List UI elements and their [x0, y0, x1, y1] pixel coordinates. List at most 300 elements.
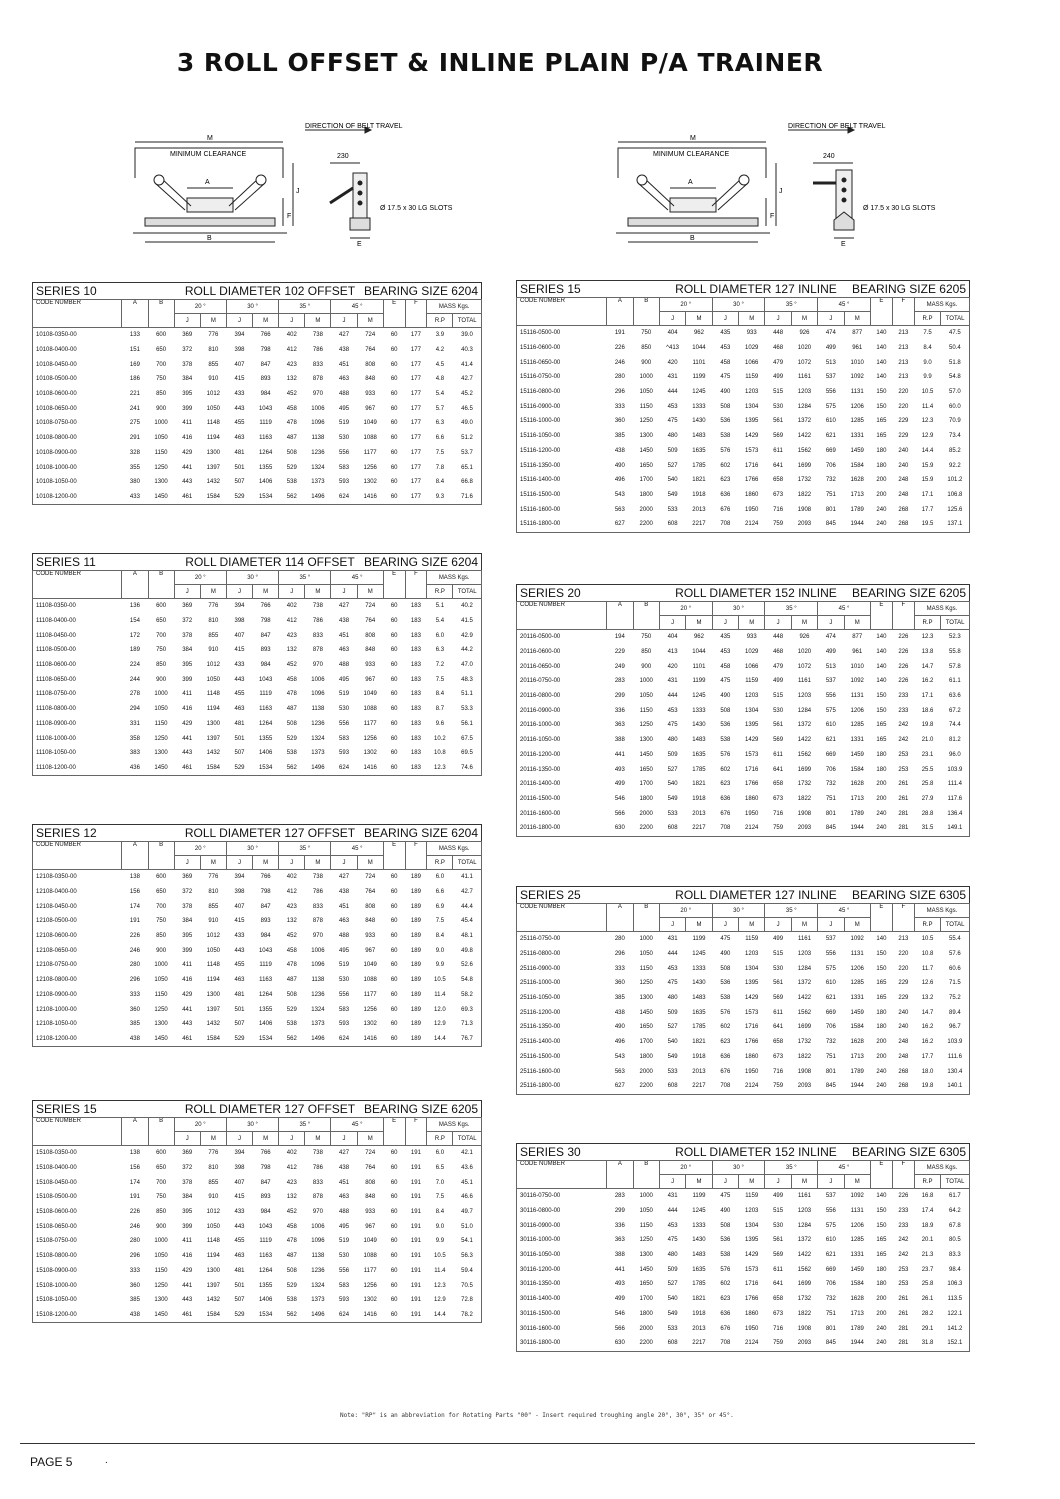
table-row — [33, 914, 482, 929]
table-cell: 984 — [260, 1209, 271, 1216]
table-cell: 220 — [898, 403, 909, 410]
table-cell: 602 — [720, 1024, 731, 1031]
table-cell: 41.5 — [453, 614, 482, 629]
table-cell: 429 — [182, 1267, 193, 1274]
table-row — [33, 687, 482, 702]
series-table — [32, 824, 482, 1047]
table-cell: 416 — [182, 706, 193, 713]
table-row — [33, 1190, 482, 1205]
table-cell: 60 — [390, 1194, 398, 1201]
col-header-j: J — [818, 918, 844, 932]
table-cell: 15.9 — [921, 477, 934, 484]
table-cell: 427 — [339, 1150, 350, 1157]
table-cell: 177 — [410, 435, 421, 442]
table-cell: 530 — [773, 965, 784, 972]
table-cell: 398 — [234, 347, 245, 354]
table-cell: 475 — [667, 980, 678, 987]
col-header-j: J — [712, 918, 738, 932]
table-cell: 481 — [234, 1267, 245, 1274]
table-cell: 1250 — [639, 980, 653, 987]
table-cell: 1333 — [692, 965, 706, 972]
code-number-cell: 12108-0500-00 — [33, 914, 122, 929]
table-row — [517, 444, 970, 459]
table-cell: 967 — [365, 676, 376, 683]
table-cell: 1050 — [639, 1208, 653, 1215]
table-cell: 226 — [898, 663, 909, 670]
table-cell: 1150 — [154, 991, 168, 998]
table-cell: 412 — [286, 618, 297, 625]
table-cell: 533 — [667, 810, 678, 817]
table-cell: 369 — [182, 874, 193, 881]
table-cell: 1236 — [311, 991, 325, 998]
table-cell: 455 — [234, 691, 245, 698]
f-label: F — [287, 213, 292, 220]
table-cell: 433 — [234, 662, 245, 669]
table-cell: 546 — [614, 1310, 625, 1317]
table-cell: 786 — [312, 618, 323, 625]
table-cell: 1088 — [363, 435, 377, 442]
table-cell: 458 — [286, 676, 297, 683]
table-cell: 1194 — [206, 1253, 220, 1260]
table-row — [33, 885, 482, 900]
table-cell: 1650 — [639, 1024, 653, 1031]
table-cell: 45.2 — [453, 387, 482, 402]
table-cell: 611 — [773, 447, 783, 454]
table-cell: 12.9 — [921, 433, 934, 440]
table-cell: 411 — [182, 420, 192, 427]
footnote: Note: "RP" is an abbreviation for Rotating Parts "00" - Insert required troughing angle 20°, 30°, 35° or 45°. — [340, 1412, 734, 1419]
col-header-m: M — [844, 312, 870, 326]
table-row — [33, 973, 482, 988]
table-cell: 103.9 — [941, 762, 970, 777]
table-cell: 1012 — [206, 1209, 221, 1216]
table-cell: 189 — [410, 933, 421, 940]
table-cell: 240 — [898, 1024, 909, 1031]
table-cell: 877 — [852, 634, 863, 641]
table-cell: 480 — [667, 433, 678, 440]
table-cell: 7.5 — [923, 330, 932, 337]
table-cell: 1821 — [692, 1296, 706, 1303]
table-cell: 42.7 — [453, 372, 482, 387]
table-row — [517, 414, 970, 429]
table-cell: 42.7 — [453, 885, 482, 900]
table-cell: 810 — [208, 618, 219, 625]
table-cell: 1416 — [357, 761, 383, 776]
table-cell: 180 — [876, 751, 887, 758]
table-cell: 1821 — [692, 477, 706, 484]
table-cell: 140 — [876, 678, 887, 685]
table-cell: 488 — [339, 662, 350, 669]
table-cell: 1138 — [311, 1253, 325, 1260]
table-cell: 1918 — [692, 491, 706, 498]
col-header-j: J — [712, 312, 738, 326]
table-cell: 56.1 — [453, 717, 482, 732]
table-cell: 1284 — [797, 707, 812, 714]
col-header-j: J — [226, 1132, 252, 1146]
table-cell: 732 — [825, 477, 836, 484]
table-cell: 378 — [182, 632, 193, 639]
table-cell: 2000 — [639, 506, 653, 513]
table-cell: 60 — [390, 449, 398, 456]
table-cell: 1800 — [639, 795, 653, 802]
table-cell: 926 — [799, 330, 810, 337]
table-cell: 848 — [365, 1194, 376, 1201]
table-cell: 508 — [286, 449, 297, 456]
table-cell: 378 — [182, 1179, 193, 1186]
table-cell: 1628 — [850, 781, 864, 788]
table-cell: 1908 — [797, 1068, 812, 1075]
table-cell: 7.5 — [435, 449, 445, 456]
col-header-angle: 20 ° — [174, 842, 226, 856]
table-cell: 650 — [156, 889, 167, 896]
table-cell: 4.2 — [435, 347, 445, 354]
table-cell: 475 — [720, 374, 731, 381]
table-cell: 798 — [260, 347, 271, 354]
table-cell: 140 — [876, 345, 887, 352]
table-cell: 140 — [876, 663, 887, 670]
table-row — [517, 370, 970, 385]
table-heading — [32, 282, 482, 299]
table-cell: 1029 — [745, 345, 759, 352]
table-cell: 415 — [234, 376, 245, 383]
table-cell: 60 — [390, 435, 398, 442]
table-row — [33, 357, 482, 372]
table-cell: 333 — [129, 991, 140, 998]
table-row — [517, 399, 970, 414]
table-cell: 133 — [129, 332, 140, 339]
table-cell: 716 — [773, 810, 784, 817]
table-cell: 561 — [773, 1237, 784, 1244]
col-header-b: B — [633, 904, 659, 932]
table-cell: 1459 — [850, 447, 864, 454]
table-cell: 1006 — [311, 676, 325, 683]
table-cell: 1496 — [305, 490, 331, 505]
table-cell: 847 — [260, 632, 271, 639]
table-cell: 611 — [773, 751, 783, 758]
series-label: SERIES 15 — [520, 282, 581, 296]
table-cell: 1304 — [745, 1222, 759, 1229]
table-cell: 150 — [876, 965, 887, 972]
table-cell: 621 — [825, 433, 836, 440]
table-cell: 6.6 — [435, 889, 445, 896]
table-cell: 1199 — [692, 936, 706, 943]
table-cell: 549 — [667, 1053, 678, 1060]
table-cell: 1397 — [206, 1006, 221, 1013]
table-cell: 847 — [260, 1179, 271, 1186]
col-header-angle: 45 ° — [331, 842, 383, 856]
col-header-j: J — [712, 1175, 738, 1189]
table-cell: 750 — [156, 918, 167, 925]
table-cell: 294 — [129, 706, 140, 713]
table-row — [517, 645, 970, 660]
table-row — [33, 943, 482, 958]
table-row — [33, 988, 482, 1003]
table-row — [517, 689, 970, 704]
table-cell: 280 — [129, 962, 140, 969]
table-cell: 900 — [641, 359, 652, 366]
table-cell: 5.1 — [435, 603, 445, 610]
col-header-m: M — [791, 918, 817, 932]
table-cell: 583 — [339, 1282, 350, 1289]
table-cell: 177 — [410, 391, 421, 398]
table-cell: 1700 — [639, 1039, 653, 1046]
table-cell: 569 — [773, 995, 784, 1002]
table-cell: 801 — [825, 1068, 836, 1075]
table-cell: 1050 — [206, 405, 221, 412]
table-cell: 716 — [773, 1325, 784, 1332]
table-cell: 2013 — [692, 506, 706, 513]
col-header-angle: 20 ° — [659, 602, 712, 616]
table-cell: 60 — [390, 1238, 398, 1245]
table-cell: 1006 — [311, 947, 325, 954]
table-cell: 416 — [182, 1253, 193, 1260]
table-cell: 847 — [260, 361, 271, 368]
table-cell: 708 — [712, 1079, 738, 1094]
table-cell: 200 — [876, 477, 887, 484]
table-cell: 1088 — [363, 977, 377, 984]
table-cell: 1302 — [363, 1021, 377, 1028]
table-cell: 191 — [129, 918, 140, 925]
table-cell: 490 — [720, 389, 731, 396]
col-header-b: B — [633, 602, 659, 630]
table-cell: 1264 — [258, 720, 273, 727]
table-cell: 180 — [876, 766, 887, 773]
table-cell: 11.4 — [921, 403, 934, 410]
table-cell: 527 — [667, 1024, 678, 1031]
table-cell: 261 — [898, 781, 909, 788]
table-cell: 600 — [156, 332, 167, 339]
table-cell: 961 — [852, 345, 863, 352]
table-cell: 556 — [825, 389, 836, 396]
table-cell: 360 — [129, 1282, 140, 1289]
table-row — [517, 932, 970, 947]
col-header-angle: 45 ° — [818, 904, 871, 918]
table-cell: 970 — [312, 391, 323, 398]
table-cell: 189 — [410, 903, 421, 910]
table-cell: 478 — [286, 1238, 297, 1245]
table-cell: 650 — [156, 1165, 167, 1172]
table-cell: 268 — [898, 1068, 909, 1075]
table-cell: 52.3 — [941, 630, 970, 645]
table-cell: 474 — [825, 634, 836, 641]
table-cell: 1050 — [639, 389, 653, 396]
table-cell: 499 — [773, 1193, 784, 1200]
table-cell: 220 — [898, 951, 909, 958]
table-cell: 429 — [182, 720, 193, 727]
table-cell: 495 — [339, 947, 350, 954]
series-label: SERIES 11 — [36, 555, 96, 569]
table-cell: 452 — [286, 391, 297, 398]
table-cell: 658 — [773, 1039, 784, 1046]
table-cell: 1713 — [850, 795, 864, 802]
col-header-j: J — [765, 312, 791, 326]
table-cell: 384 — [182, 1194, 193, 1201]
table-cell: 189 — [410, 1021, 421, 1028]
table-cell: 1245 — [692, 693, 706, 700]
table-cell: 6.6 — [435, 435, 445, 442]
table-cell: 2124 — [739, 517, 765, 532]
table-cell: 60 — [390, 361, 398, 368]
table-heading — [516, 886, 970, 903]
col-header-f: F — [405, 842, 427, 870]
table-cell: 125.6 — [941, 502, 970, 517]
table-cell: 1050 — [206, 1223, 221, 1230]
table-cell: 140.1 — [941, 1079, 970, 1094]
col-header-angle: 20 ° — [174, 1118, 226, 1132]
table-cell: 40.3 — [453, 343, 482, 358]
table-cell: 1331 — [850, 995, 864, 1002]
table-cell: 1821 — [692, 781, 706, 788]
table-cell: 60 — [390, 889, 398, 896]
table-cell: 431 — [667, 678, 678, 685]
table-cell: 12.9 — [434, 1021, 446, 1028]
table-cell: 810 — [208, 1165, 219, 1172]
table-cell: 610 — [825, 418, 836, 425]
code-number-cell: 11108-0500-00 — [33, 643, 122, 658]
table-cell: 1700 — [639, 781, 653, 788]
table-cell: 669 — [825, 751, 836, 758]
table-cell: 910 — [208, 376, 219, 383]
table-cell: 1860 — [745, 795, 759, 802]
table-cell: 1203 — [745, 693, 759, 700]
code-number-cell: 10108-1200-00 — [33, 490, 122, 505]
table-cell: 926 — [799, 634, 810, 641]
table-cell: 673 — [773, 795, 784, 802]
table-cell: 658 — [773, 1296, 784, 1303]
page-number: PAGE 5 — [30, 1455, 73, 1469]
table-cell: 23.7 — [921, 1266, 934, 1273]
table-cell: 750 — [641, 330, 652, 337]
table-cell: 1194 — [206, 977, 220, 984]
table-cell: 1148 — [206, 1238, 220, 1245]
table-cell: 360 — [614, 418, 625, 425]
table-cell: 372 — [182, 889, 193, 896]
table-cell: 229 — [898, 418, 909, 425]
table-cell: 60 — [390, 918, 398, 925]
table-cell: 63.6 — [941, 689, 970, 704]
code-number-cell: 25116-0750-00 — [517, 932, 607, 947]
table-cell: 296 — [614, 951, 625, 958]
table-cell: 180 — [876, 1266, 887, 1273]
table-cell: 60 — [390, 750, 398, 757]
table-cell: 1860 — [745, 1053, 759, 1060]
table-cell: 433 — [234, 1209, 245, 1216]
table-cell: 443 — [182, 1021, 193, 1028]
table-cell: 140 — [876, 330, 887, 337]
table-cell: 156 — [129, 1165, 140, 1172]
table-cell: 14.7 — [921, 1009, 934, 1016]
table-cell: 490 — [720, 1208, 731, 1215]
code-number-cell: 15116-1400-00 — [517, 473, 607, 488]
table-cell: 562 — [279, 1308, 305, 1323]
table-cell: 394 — [234, 1150, 245, 1157]
code-number-cell: 15108-0800-00 — [33, 1249, 122, 1264]
table-cell: 11.7 — [921, 965, 934, 972]
table-cell: 1203 — [797, 389, 812, 396]
table-cell: 76.7 — [453, 1032, 482, 1047]
table-cell: 627 — [607, 1079, 633, 1094]
table-cell: 508 — [286, 991, 297, 998]
table-row — [33, 658, 482, 673]
table-cell: 240 — [898, 447, 909, 454]
table-cell: 1459 — [850, 1266, 864, 1273]
table-cell: 81.2 — [941, 733, 970, 748]
table-cell: 355 — [129, 464, 140, 471]
table-cell: 900 — [156, 676, 167, 683]
table-cell: 20.1 — [921, 1237, 934, 1244]
code-number-cell: 10108-1050-00 — [33, 475, 122, 490]
table-cell: 2124 — [739, 821, 765, 836]
col-header-code: CODE NUMBER — [33, 1118, 122, 1146]
table-cell: 1372 — [797, 1237, 812, 1244]
code-number-cell: 12108-0900-00 — [33, 988, 122, 1003]
table-cell: 1406 — [258, 1297, 273, 1304]
table-cell: 13.8 — [921, 649, 934, 656]
code-number-cell: 15116-0750-00 — [517, 370, 607, 385]
table-cell: 1006 — [311, 405, 325, 412]
table-cell: 515 — [773, 951, 784, 958]
table-cell: 461 — [174, 761, 200, 776]
table-cell: 1300 — [639, 1252, 653, 1259]
table-cell: 1713 — [850, 491, 864, 498]
table-cell: 1050 — [154, 435, 168, 442]
table-cell: 878 — [312, 918, 323, 925]
table-cell: 441 — [182, 735, 193, 742]
table-cell: 6.5 — [435, 1165, 445, 1172]
table-cell: 200 — [876, 491, 887, 498]
table-cell: 463 — [339, 647, 350, 654]
table-cell: 360 — [614, 980, 625, 987]
table-cell: 786 — [312, 347, 323, 354]
table-cell: 1416 — [357, 490, 383, 505]
table-cell: 499 — [773, 678, 784, 685]
table-cell: 562 — [279, 1032, 305, 1047]
table-cell: 496 — [614, 477, 625, 484]
col-header-m: M — [200, 1132, 226, 1146]
table-cell: 636 — [720, 1053, 731, 1060]
table-cell: 41.4 — [453, 357, 482, 372]
table-cell: 855 — [208, 1179, 219, 1186]
table-cell: 165 — [876, 1252, 887, 1259]
table-cell: 186 — [129, 376, 140, 383]
table-cell: 848 — [365, 647, 376, 654]
table-cell: 1203 — [797, 1208, 812, 1215]
table-cell: 233 — [898, 707, 909, 714]
code-number-cell: 20116-1800-00 — [517, 821, 607, 836]
table-cell: 1072 — [797, 359, 812, 366]
table-cell: 1006 — [311, 1223, 325, 1230]
roll-diameter-label: ROLL DIAMETER 152 INLINE — [675, 586, 837, 600]
series-table — [516, 886, 970, 1095]
table-cell: 141.2 — [941, 1321, 970, 1336]
table-cell: 28.8 — [921, 810, 934, 817]
table-cell: 501 — [234, 464, 245, 471]
col-header-m: M — [200, 585, 226, 599]
table-cell: 1245 — [692, 1208, 706, 1215]
table-row — [517, 1050, 970, 1065]
table-cell: 1159 — [745, 1193, 759, 1200]
table-row — [33, 643, 482, 658]
table-cell: 1088 — [363, 706, 377, 713]
table-cell: 2124 — [739, 1079, 765, 1094]
table-cell: 9.6 — [435, 720, 445, 727]
table-cell: 1496 — [305, 1032, 331, 1047]
table-cell: 71.6 — [453, 490, 482, 505]
table-cell: 49.7 — [453, 1205, 482, 1220]
table-cell: 490 — [720, 951, 731, 958]
table-cell: 16.2 — [921, 1024, 934, 1031]
table-cell: 150 — [876, 403, 887, 410]
